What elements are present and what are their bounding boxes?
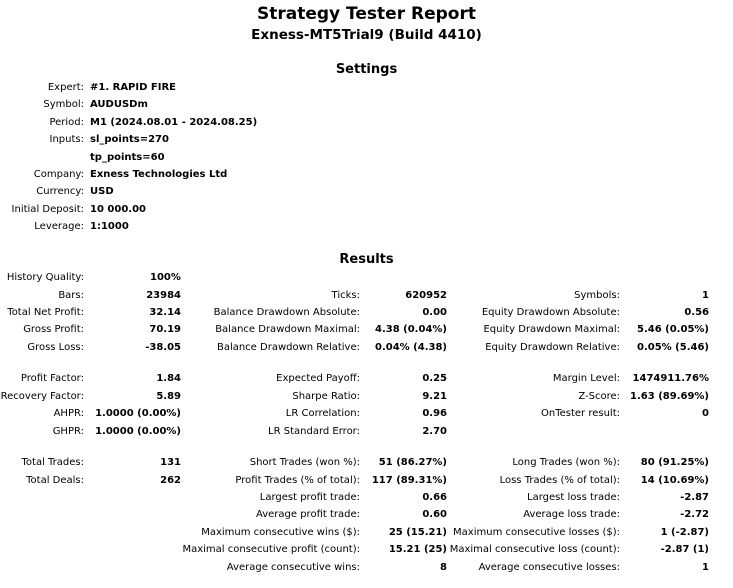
leverage-label: Leverage: bbox=[34, 221, 84, 232]
gross-profit-label: Gross Profit: bbox=[23, 324, 84, 335]
sharpe-ratio-value: 9.21 bbox=[422, 391, 447, 402]
period-label: Period: bbox=[49, 117, 84, 128]
report-subtitle: Exness-MT5Trial9 (Build 4410) bbox=[251, 27, 482, 43]
profit-trades-value: 117 (89.31%) bbox=[371, 475, 447, 486]
recovery-factor-label: Recovery Factor: bbox=[0, 391, 84, 402]
balance-dd-absolute-value: 0.00 bbox=[422, 307, 447, 318]
ontester-result-label: OnTester result: bbox=[540, 408, 620, 419]
z-score-label: Z-Score: bbox=[578, 391, 620, 402]
bars-label: Bars: bbox=[58, 290, 84, 301]
average-consecutive-wins-value: 8 bbox=[440, 562, 447, 573]
equity-dd-absolute-value: 0.56 bbox=[684, 307, 709, 318]
z-score-value: 1.63 (89.69%) bbox=[630, 391, 709, 402]
loss-trades-value: 14 (10.69%) bbox=[640, 475, 709, 486]
deposit-value: 10 000.00 bbox=[90, 204, 146, 215]
report-title: Strategy Tester Report bbox=[257, 4, 476, 24]
gross-loss-value: -38.05 bbox=[145, 342, 181, 353]
symbol-label: Symbol: bbox=[43, 99, 84, 110]
long-trades-label: Long Trades (won %): bbox=[512, 457, 620, 468]
currency-label: Currency: bbox=[36, 186, 84, 197]
max-consecutive-wins-value: 25 (15.21) bbox=[388, 527, 447, 538]
ghpr-value: 1.0000 (0.00%) bbox=[95, 426, 181, 437]
ontester-result-value: 0 bbox=[702, 408, 709, 419]
average-profit-trade-value: 0.60 bbox=[422, 509, 447, 520]
symbol-value: AUDUSDm bbox=[90, 99, 148, 110]
symbols-value: 1 bbox=[702, 290, 709, 301]
results-heading: Results bbox=[339, 252, 394, 267]
balance-dd-maximal-value: 4.38 (0.04%) bbox=[375, 324, 447, 335]
lr-correlation-label: LR Correlation: bbox=[285, 408, 360, 419]
recovery-factor-value: 5.89 bbox=[156, 391, 181, 402]
input-tp-points: tp_points=60 bbox=[90, 152, 165, 163]
largest-profit-trade-label: Largest profit trade: bbox=[259, 492, 360, 503]
average-profit-trade-label: Average profit trade: bbox=[255, 509, 360, 520]
expert-label: Expert: bbox=[47, 82, 84, 93]
margin-level-value: 1474911.76% bbox=[632, 373, 709, 384]
symbols-label: Symbols: bbox=[574, 290, 620, 301]
largest-loss-trade-value: -2.87 bbox=[680, 492, 709, 503]
ghpr-label: GHPR: bbox=[52, 426, 84, 437]
inputs-label: Inputs: bbox=[49, 134, 84, 145]
balance-dd-maximal-label: Balance Drawdown Maximal: bbox=[215, 324, 360, 335]
max-consecutive-losses-value: 1 (-2.87) bbox=[660, 527, 709, 538]
loss-trades-label: Loss Trades (% of total): bbox=[499, 475, 620, 486]
maximal-consecutive-profit-value: 15.21 (25) bbox=[388, 544, 447, 555]
input-sl-points: sl_points=270 bbox=[90, 134, 169, 145]
total-trades-value: 131 bbox=[160, 457, 181, 468]
margin-level-label: Margin Level: bbox=[552, 373, 620, 384]
expected-payoff-value: 0.25 bbox=[422, 373, 447, 384]
company-value: Exness Technologies Ltd bbox=[90, 169, 228, 180]
currency-value: USD bbox=[90, 186, 114, 197]
company-label: Company: bbox=[33, 169, 84, 180]
net-profit-value: 32.14 bbox=[149, 307, 181, 318]
maximal-consecutive-loss-value: -2.87 (1) bbox=[660, 544, 709, 555]
ahpr-value: 1.0000 (0.00%) bbox=[95, 408, 181, 419]
maximal-consecutive-profit-label: Maximal consecutive profit (count): bbox=[182, 544, 360, 555]
short-trades-label: Short Trades (won %): bbox=[249, 457, 360, 468]
balance-dd-absolute-label: Balance Drawdown Absolute: bbox=[213, 307, 360, 318]
period-value: M1 (2024.08.01 - 2024.08.25) bbox=[90, 117, 258, 128]
maximal-consecutive-loss-label: Maximal consecutive loss (count): bbox=[449, 544, 620, 555]
average-consecutive-losses-value: 1 bbox=[702, 562, 709, 573]
history-quality-label: History Quality: bbox=[6, 272, 84, 283]
lr-std-error-value: 2.70 bbox=[422, 426, 447, 437]
equity-dd-relative-value: 0.05% (5.46) bbox=[637, 342, 709, 353]
expected-payoff-label: Expected Payoff: bbox=[276, 373, 360, 384]
total-trades-label: Total Trades: bbox=[21, 457, 84, 468]
deposit-label: Initial Deposit: bbox=[11, 204, 84, 215]
profit-factor-value: 1.84 bbox=[156, 373, 181, 384]
lr-correlation-value: 0.96 bbox=[422, 408, 447, 419]
gross-profit-value: 70.19 bbox=[149, 324, 181, 335]
ticks-label: Ticks: bbox=[331, 290, 360, 301]
gross-loss-label: Gross Loss: bbox=[27, 342, 84, 353]
lr-std-error-label: LR Standard Error: bbox=[268, 426, 360, 437]
history-quality-value: 100% bbox=[150, 272, 181, 283]
long-trades-value: 80 (91.25%) bbox=[640, 457, 709, 468]
max-consecutive-wins-label: Maximum consecutive wins ($): bbox=[201, 527, 360, 538]
net-profit-label: Total Net Profit: bbox=[7, 307, 84, 318]
total-deals-value: 262 bbox=[160, 475, 181, 486]
profit-factor-label: Profit Factor: bbox=[20, 373, 84, 384]
ticks-value: 620952 bbox=[405, 290, 447, 301]
profit-trades-label: Profit Trades (% of total): bbox=[235, 475, 360, 486]
leverage-value: 1:1000 bbox=[90, 221, 129, 232]
sharpe-ratio-label: Sharpe Ratio: bbox=[292, 391, 360, 402]
average-consecutive-losses-label: Average consecutive losses: bbox=[478, 562, 620, 573]
bars-value: 23984 bbox=[146, 290, 181, 301]
largest-loss-trade-label: Largest loss trade: bbox=[527, 492, 620, 503]
short-trades-value: 51 (86.27%) bbox=[378, 457, 447, 468]
equity-dd-maximal-label: Equity Drawdown Maximal: bbox=[483, 324, 620, 335]
largest-profit-trade-value: 0.66 bbox=[422, 492, 447, 503]
equity-dd-absolute-label: Equity Drawdown Absolute: bbox=[481, 307, 620, 318]
equity-dd-relative-label: Equity Drawdown Relative: bbox=[485, 342, 620, 353]
max-consecutive-losses-label: Maximum consecutive losses ($): bbox=[453, 527, 620, 538]
balance-dd-relative-label: Balance Drawdown Relative: bbox=[216, 342, 360, 353]
average-consecutive-wins-label: Average consecutive wins: bbox=[226, 562, 360, 573]
balance-dd-relative-value: 0.04% (4.38) bbox=[375, 342, 447, 353]
average-loss-trade-value: -2.72 bbox=[680, 509, 709, 520]
average-loss-trade-label: Average loss trade: bbox=[523, 509, 620, 520]
equity-dd-maximal-value: 5.46 (0.05%) bbox=[637, 324, 709, 335]
ahpr-label: AHPR: bbox=[53, 408, 84, 419]
expert-value: #1. RAPID FIRE bbox=[90, 82, 176, 93]
total-deals-label: Total Deals: bbox=[26, 475, 84, 486]
settings-heading: Settings bbox=[335, 62, 398, 77]
